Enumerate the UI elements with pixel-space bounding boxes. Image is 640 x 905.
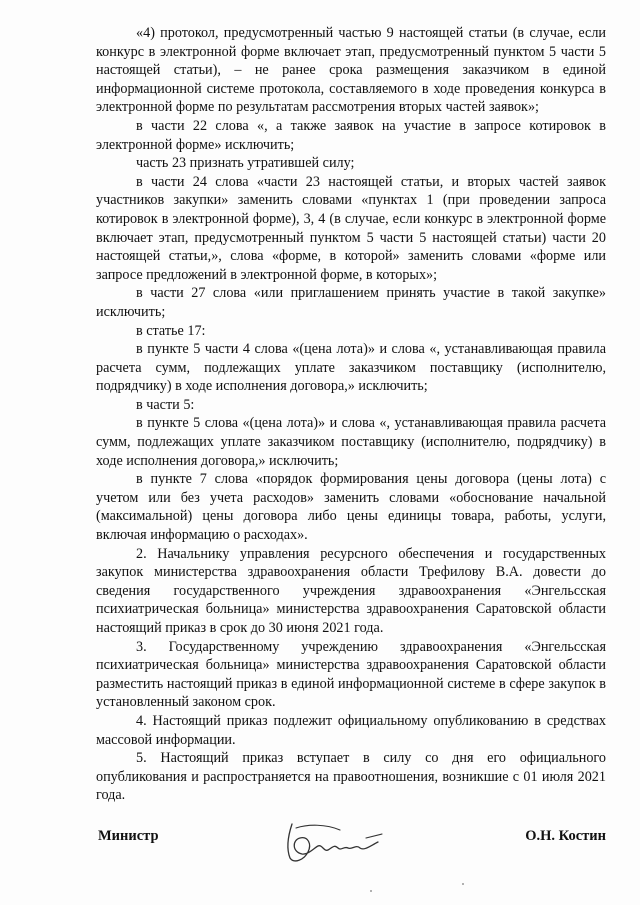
paragraph-part-5: в части 5: xyxy=(136,396,195,413)
handwritten-signature xyxy=(278,818,388,870)
paragraph-section-4: 4. Настоящий приказ подлежит официальному опубликованию в средствах массовой информации. xyxy=(96,712,606,748)
paragraph-part-4-item-5: в пункте 5 части 4 слова «(цена лота)» и слова «, устанавливающая правила расчета сумм, подлежащих уплате заказчиком поставщику (исполнителю, подрядчику) в ходе исполнения договора,» исключить; xyxy=(96,341,606,395)
paragraph-part-23: часть 23 признать утратившей силу; xyxy=(136,155,355,172)
document-body xyxy=(96,24,606,805)
paragraph-section-2: 2. Начальнику управления ресурсного обеспечения и государственных закупок министерства здравоохранения области Трефилову В.А. довести до сведения государственного учреждения здравоохранения «Энгельсская психиатрическая больница» министерства здравоохранения Саратовской области настоящий приказ в срок до 30 июня 2021 года. xyxy=(96,545,606,636)
paragraph-item-7: в пункте 7 слова «порядок формирования цены договора (цены лота) с учетом или без учета расходов» заменить словами «обоснование начальной (максимальной) цены договора либо цены единицы товара, работы, услуги, включая информацию о расходах». xyxy=(96,471,606,544)
signatory-name: О.Н. Костин xyxy=(525,828,606,844)
paragraph-part-24: в части 24 слова «части 23 настоящей статьи, и вторых частей заявок участников закупки» заменить словами «пунктах 1 (при проведении запроса котировок в электронной форме), 3, 4 (в случае, если конкурс в электронной форме включает этап, предусмотренный пунктом 5 части 5 настоящей статьи) части 20 настоящей статьи,», слова «форме, в которой» заменить словами «форме или запросе предложений в электронной форме, в которых»; xyxy=(96,173,606,283)
paragraph-part-22: в части 22 слова «, а также заявок на участие в запросе котировок в электронной форме» исключить; xyxy=(96,117,606,153)
paragraph-section-5: 5. Настоящий приказ вступает в силу со дня его официального опубликования и распространяется на правоотношения, возникшие с 01 июля 2021 года. xyxy=(96,750,606,804)
paragraph-article-17: в статье 17: xyxy=(136,322,206,339)
paragraph-protocol: «4) протокол, предусмотренный частью 9 настоящей статьи (в случае, если конкурс в электронной форме включает этап, предусмотренный пунктом 5 части 5 настоящей статьи), – не ранее срока размещения заказчиком в единой информационной системе протокола, составляемого в ходе проведения конкурса в электронной форме по результатам рассмотрения вторых частей заявок»; xyxy=(96,25,606,116)
scan-speck xyxy=(370,890,372,892)
paragraph-item-5: в пункте 5 слова «(цена лота)» и слова «, устанавливающая правила расчета сумм, подлежащих уплате заказчиком поставщику (исполнителю, подрядчику) в ходе исполнения договора,» исключить; xyxy=(96,415,606,469)
signatory-title: Министр xyxy=(98,828,159,844)
scan-speck xyxy=(462,883,464,885)
signature-block xyxy=(96,818,606,878)
paragraph-section-3: 3. Государственному учреждению здравоохранения «Энгельсская психиатрическая больница» министерства здравоохранения Саратовской области разместить настоящий приказ в единой информационной системе в сфере закупок в установленный законом срок. xyxy=(96,638,606,711)
paragraph-part-27: в части 27 слова «или приглашением принять участие в такой закупке» исключить; xyxy=(96,285,606,320)
